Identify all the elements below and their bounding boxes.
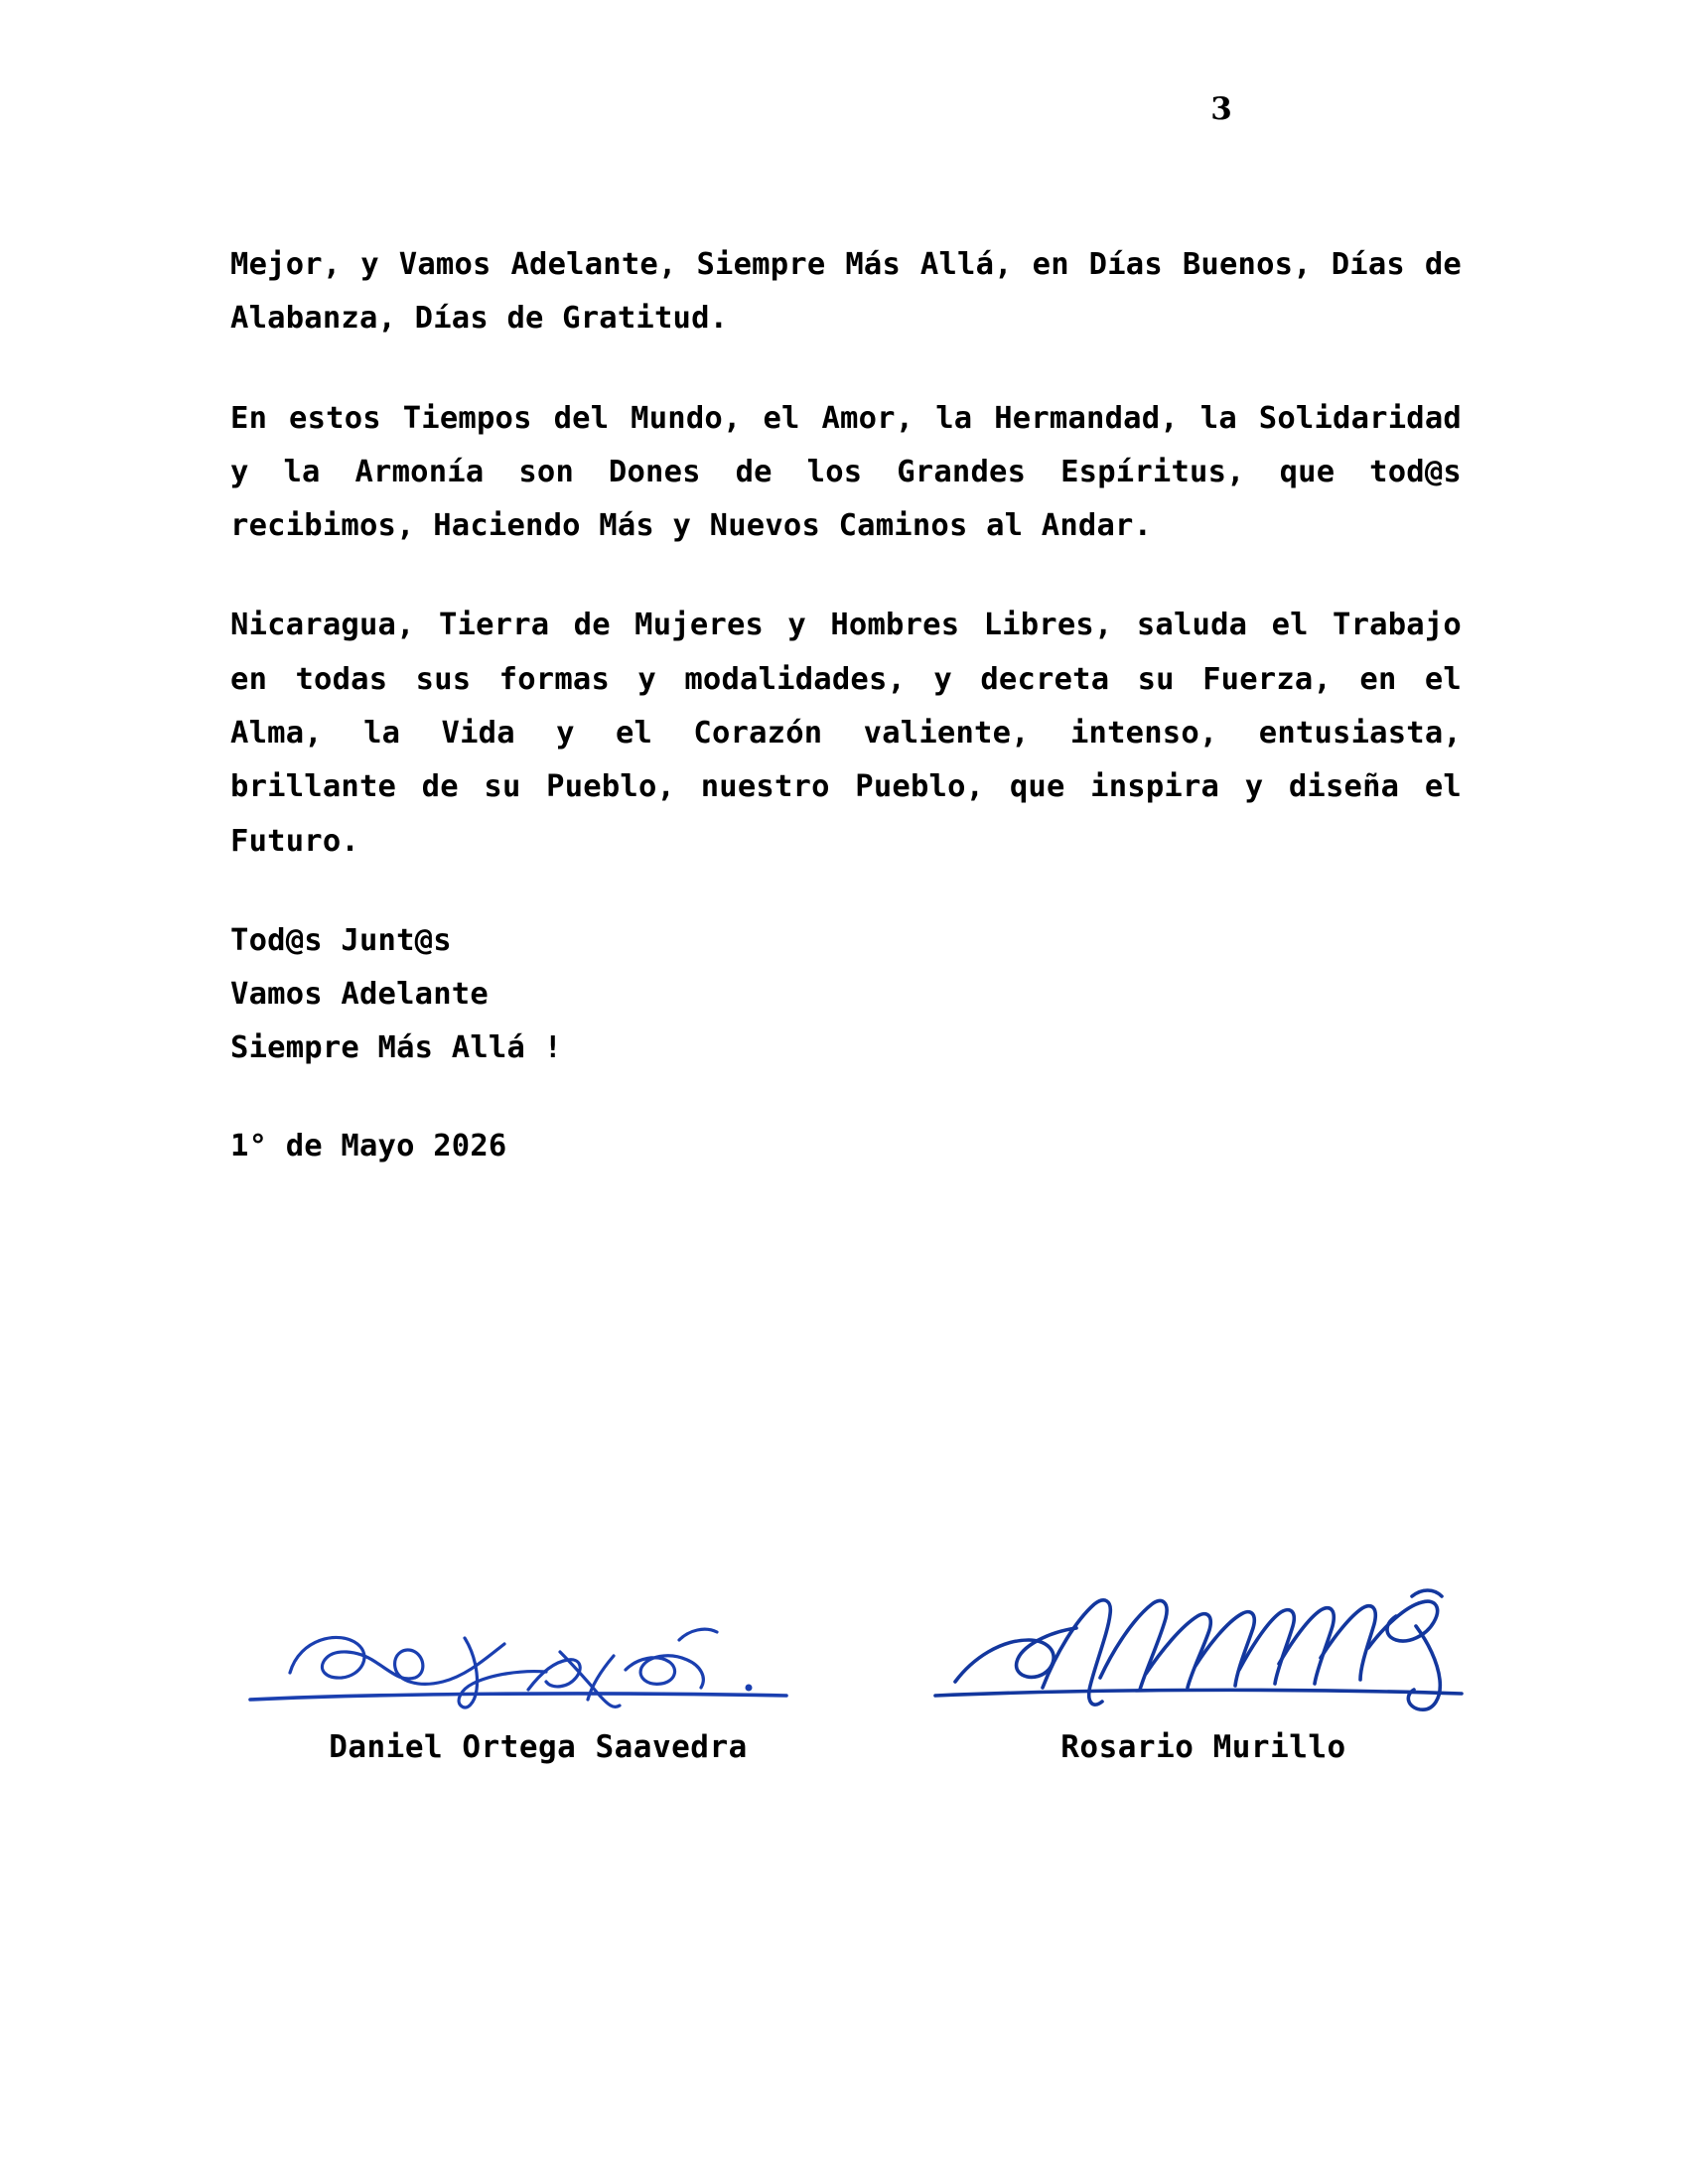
- closing-line-2: Vamos Adelante: [230, 977, 489, 1013]
- date-line: 1° de Mayo 2026: [230, 1128, 507, 1163]
- signature-block-right: [925, 1578, 1481, 1827]
- signature-block-left: [230, 1578, 846, 1827]
- closing-line-3: Siempre Más Allá !: [230, 1030, 563, 1066]
- document-body: [230, 238, 1462, 1193]
- signature-daniel-ortega-icon: [230, 1578, 846, 1727]
- paragraph-2: En estos Tiempos del Mundo, el Amor, la Hermandad, la Solidaridad y la Armonía son Dones de los Grandes Espíritus, que tod@s recibimos, Haciendo Más y Nuevos Caminos al Andar.: [230, 400, 1462, 544]
- page-number: 3: [1210, 91, 1232, 127]
- paragraph-1: Mejor, y Vamos Adelante, Siempre Más Allá, en Días Buenos, Días de Alabanza, Días de Gratitud.: [230, 247, 1462, 337]
- closing-block: [230, 914, 1462, 1076]
- signature-name-rosario-murillo: Rosario Murillo: [1060, 1729, 1346, 1765]
- paragraph-3: Nicaragua, Tierra de Mujeres y Hombres Libres, saluda el Trabajo en todas sus formas y modalidades, y decreta su Fuerza, en el Alma, la Vida y el Corazón valiente, intenso, entusiasta, brillante de su Pueblo, nuestro Pueblo, que inspira y diseña el Futuro.: [230, 608, 1462, 859]
- signature-area: [230, 1578, 1462, 1827]
- signature-rosario-murillo-icon: [925, 1578, 1481, 1727]
- closing-line-1: Tod@s Junt@s: [230, 922, 452, 958]
- signature-name-daniel-ortega: Daniel Ortega Saavedra: [329, 1729, 748, 1765]
